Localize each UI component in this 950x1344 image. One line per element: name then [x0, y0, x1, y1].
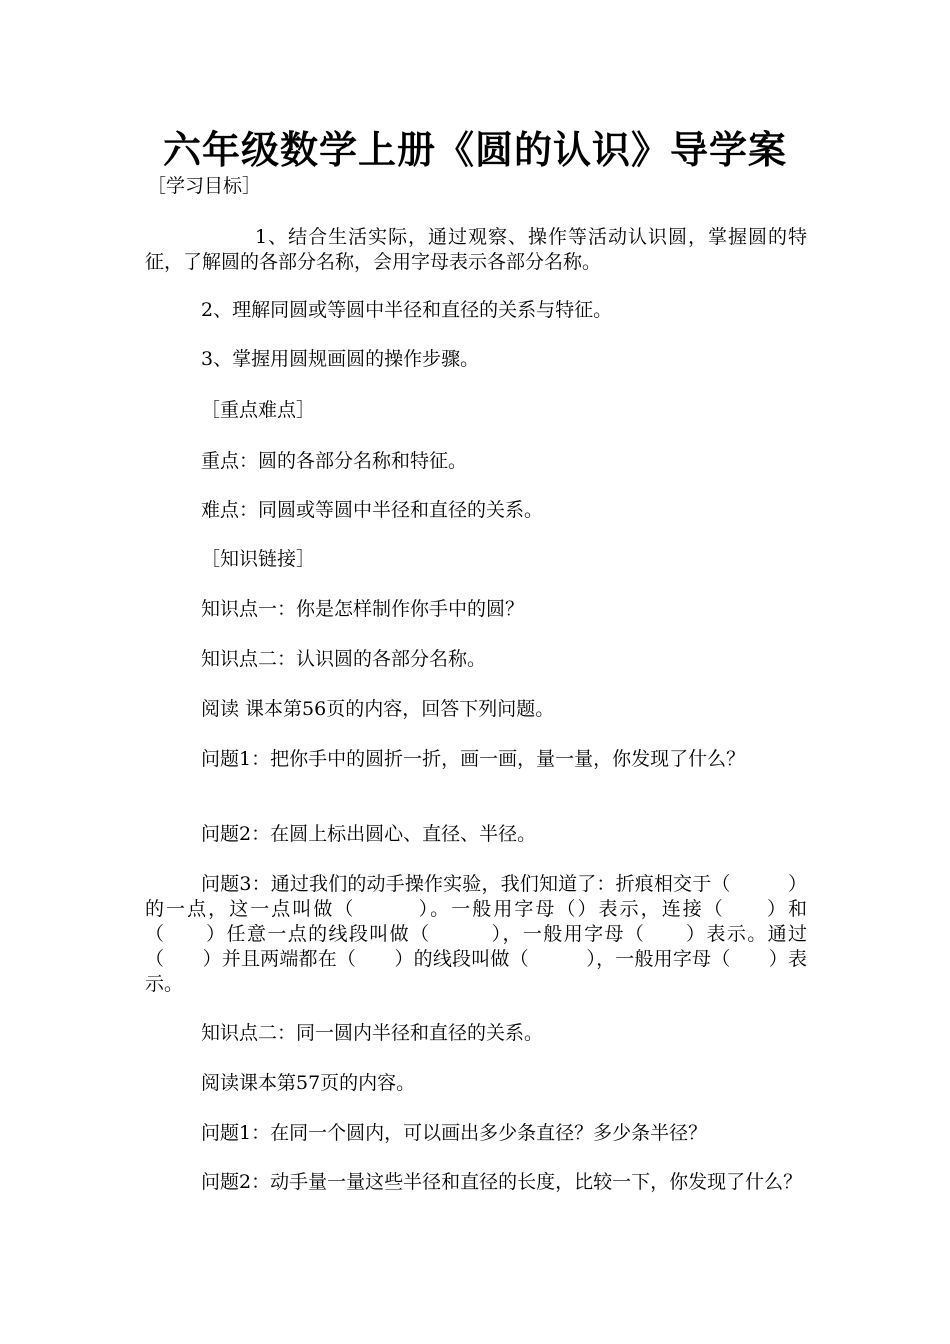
objectives-header: ［学习目标］ [147, 175, 262, 197]
reading-instruction-1: 阅读 课本第56页的内容，回答下列问题。 [201, 698, 555, 720]
key-points-header: ［重点难点］ [201, 399, 316, 421]
objective-3: 3、掌握用圆规画圆的操作步骤。 [201, 348, 480, 370]
question-2: 问题2：在圆上标出圆心、直径、半径。 [201, 823, 537, 845]
objective-1: 1、结合生活实际，通过观察、操作等活动认识圆，掌握圆的特征，了解圆的各部分名称，会用字母表示各部分名称。 [145, 226, 807, 273]
key-point: 重点：圆的各部分名称和特征。 [201, 450, 468, 472]
knowledge-point-3: 知识点二：同一圆内半径和直径的关系。 [201, 1022, 544, 1044]
knowledge-header: ［知识链接］ [201, 548, 316, 570]
objective-2: 2、理解同圆或等圆中半径和直径的关系与特征。 [201, 299, 613, 321]
knowledge-point-1: 知识点一：你是怎样制作你手中的圆？ [201, 598, 525, 620]
reading-instruction-2: 阅读课本第57页的内容。 [201, 1072, 416, 1094]
difficulty: 难点：同圆或等圆中半径和直径的关系。 [201, 499, 544, 521]
question-4: 问题1：在同一个圆内，可以画出多少条直径？多少条半径？ [201, 1122, 708, 1144]
question-5: 问题2：动手量一量这些半径和直径的长度，比较一下，你发现了什么？ [201, 1171, 803, 1193]
page-title: 六年级数学上册《圆的认识》导学案 [162, 128, 787, 172]
question-1: 问题1：把你手中的圆折一折，画一画，量一量，你发现了什么？ [201, 748, 746, 770]
knowledge-point-2: 知识点二：认识圆的各部分名称。 [201, 648, 487, 670]
question-3: 问题3：通过我们的动手操作实验，我们知道了：折痕相交于（ ）的一点，这一点叫做（ ）。一般用字母（）表示，连接（ ）和（ ）任意一点的线段叫做（ ），一般用字母（ ）表示。通过（ ）并且两端都在（ ）的线段叫做（ ），一般用字母（ ）表示。 [145, 873, 807, 995]
